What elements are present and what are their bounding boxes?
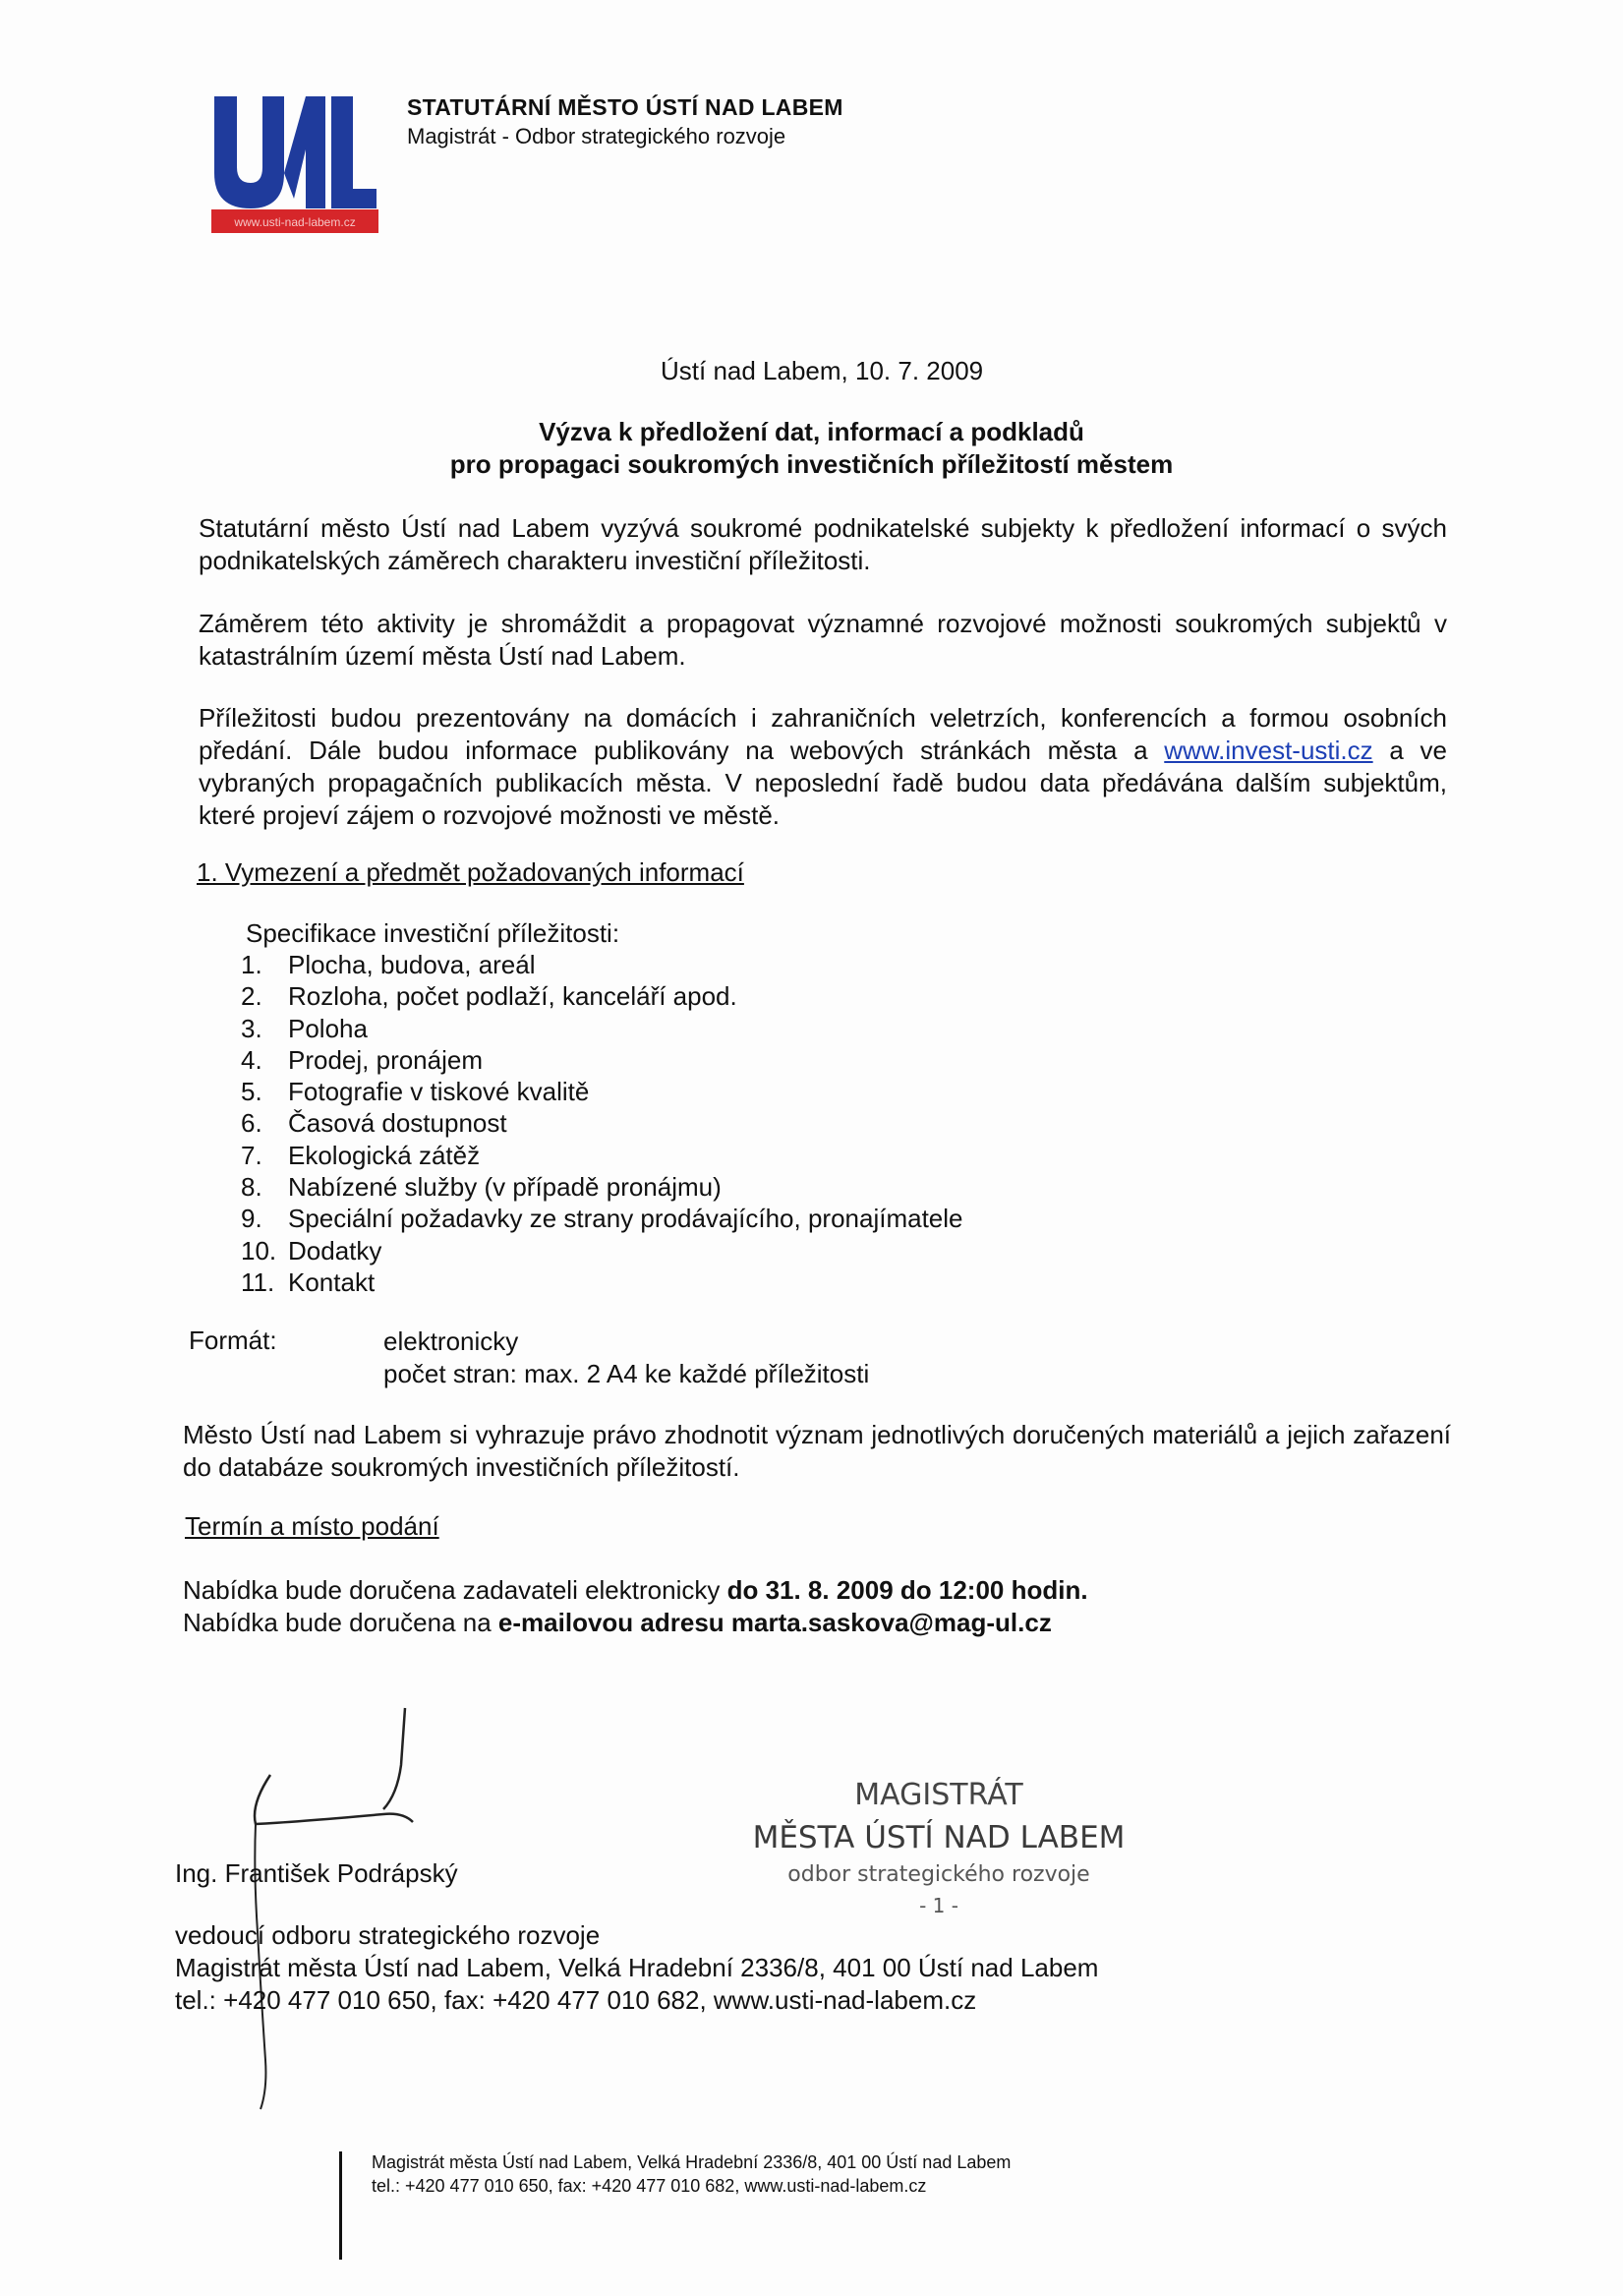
stamp-line-2: MĚSTA ÚSTÍ NAD LABEM [752, 1820, 1126, 1855]
format-line-2: počet stran: max. 2 A4 ke každé příležitosti [383, 1359, 870, 1388]
format-values [383, 1325, 869, 1390]
city-logo [211, 90, 378, 234]
spec-list-item [241, 1044, 963, 1076]
spec-list-item [241, 1235, 963, 1266]
spec-list-item [241, 949, 963, 980]
deadline-email: e-mailovou adresu marta.saskova@mag-ul.cz [497, 1608, 1052, 1637]
footer-contact: tel.: +420 477 010 650, fax: +420 477 010 682, www.usti-nad-labem.cz [372, 2176, 927, 2196]
deadline-line-2: Nabídka bude doručena na [183, 1608, 498, 1637]
paragraph-reservation-text: Město Ústí nad Labem si vyhrazuje právo zhodnotit význam jednotlivých doručených materiálů a jejich zařazení do databáze soukromých investičních příležitostí. [183, 1420, 1451, 1482]
logo-url-text: www.usti-nad-labem.cz [234, 215, 356, 229]
format-label: Formát: [189, 1325, 277, 1355]
spec-list-item-number: 9. [241, 1204, 262, 1234]
spec-list-item-number: 5. [241, 1077, 262, 1107]
spec-list-item-number: 10. [241, 1235, 277, 1266]
spec-list-item-text: Fotografie v tiskové kvalitě [288, 1077, 590, 1107]
paragraph-presentation-text-end: a ve vybraných propagačních publikacích města. V neposlední řadě budou data předávána dalším subjektům, které projeví zájem o rozvojové možnosti ve městě. [199, 736, 1447, 830]
section-heading-requirements: 1. Vymezení a předmět požadovaných informací [197, 857, 744, 887]
spec-list-item-number: 3. [241, 1013, 262, 1043]
spec-list-item-number: 1. [241, 950, 262, 979]
invest-usti-link[interactable]: www.invest-usti.cz [1164, 736, 1373, 765]
spec-list-item-text: Časová dostupnost [288, 1108, 507, 1139]
footer-divider [339, 2151, 342, 2260]
spec-list-item-text: Dodatky [288, 1235, 382, 1266]
spec-list-item [241, 1266, 963, 1298]
stamp-line-4: - 1 - [919, 1894, 958, 1917]
section-heading-deadline: Termín a místo podání [185, 1511, 439, 1541]
paragraph-intro [199, 512, 1447, 577]
organization-department: Magistrát - Odbor strategického rozvoje [407, 124, 786, 148]
stamp-line-1: MAGISTRÁT [854, 1778, 1023, 1812]
signatory-details [175, 1919, 1098, 2017]
spec-list-item-text: Speciální požadavky ze strany prodávajícího, pronajímatele [288, 1204, 963, 1234]
spec-list-item-text: Rozloha, počet podlaží, kanceláří apod. [288, 981, 737, 1012]
document-date: Ústí nad Labem, 10. 7. 2009 [661, 356, 984, 385]
deadline-details [183, 1574, 1088, 1639]
paragraph-intro-text: Statutární město Ústí nad Labem vyzývá soukromé podnikatelské subjekty k předložení informací o svých podnikatelských záměrech charakteru investiční příležitosti. [199, 513, 1447, 575]
spec-list-item-number: 6. [241, 1108, 262, 1139]
spec-list-item [241, 1107, 963, 1139]
paragraph-aim [199, 608, 1447, 673]
signatory-role: vedoucí odboru strategického rozvoje [175, 1920, 601, 1950]
spec-list-item [241, 1140, 963, 1171]
signatory-address: Magistrát města Ústí nad Labem, Velká Hradební 2336/8, 401 00 Ústí nad Labem [175, 1953, 1099, 1982]
spec-list-item-number: 4. [241, 1044, 262, 1075]
spec-list-item-text: Plocha, budova, areál [288, 950, 536, 979]
spec-list-item-number: 11. [241, 1266, 275, 1297]
spec-list-item-text: Ekologická zátěž [288, 1140, 481, 1170]
spec-list-item-text: Nabízené služby (v případě pronájmu) [288, 1172, 722, 1203]
spec-list-item-number: 2. [241, 981, 262, 1012]
stamp-line-3: odbor strategického rozvoje [787, 1862, 1090, 1887]
spec-list [241, 949, 963, 1298]
deadline-line-1: Nabídka bude doručena zadavateli elektronicky [183, 1575, 727, 1605]
spec-list-item [241, 1171, 963, 1203]
spec-list-item [241, 1013, 963, 1044]
spec-list-item-text: Prodej, pronájem [288, 1044, 483, 1075]
page-footer [372, 2150, 1011, 2198]
paragraph-aim-text: Záměrem této aktivity je shromáždit a propagovat významné rozvojové možnosti soukromých subjektů v katastrálním území města Ústí nad Labem. [199, 609, 1447, 671]
spec-list-item-text: Kontakt [288, 1266, 376, 1297]
spec-list-item [241, 1203, 963, 1234]
paragraph-presentation [199, 702, 1447, 832]
handwritten-signature [236, 1706, 433, 2119]
paragraph-presentation-text: Příležitosti budou prezentovány na domácích i zahraničních veletrzích, konferencích a formou osobních předání. Dále budou informace publikovány na webových stránkách města a [199, 703, 1447, 765]
spec-list-item-number: 7. [241, 1140, 262, 1170]
document-title-line-2: pro propagaci soukromých investičních příležitostí městem [449, 449, 1174, 479]
document-title-line-1: Výzva k předložení dat, informací a podkladů [539, 417, 1084, 446]
deadline-date: do 31. 8. 2009 do 12:00 hodin. [726, 1575, 1088, 1605]
spec-list-item-text: Poloha [288, 1013, 368, 1043]
paragraph-reservation [183, 1419, 1451, 1484]
signatory-name: Ing. František Podrápský [175, 1858, 458, 1888]
spec-list-item [241, 980, 963, 1012]
spec-list-item-number: 8. [241, 1172, 262, 1203]
footer-address: Magistrát města Ústí nad Labem, Velká Hradební 2336/8, 401 00 Ústí nad Labem [372, 2152, 1012, 2172]
spec-label: Specifikace investiční příležitosti: [246, 918, 620, 948]
spec-list-item [241, 1076, 963, 1107]
organization-name: STATUTÁRNÍ MĚSTO ÚSTÍ NAD LABEM [407, 94, 843, 120]
signatory-contact: tel.: +420 477 010 650, fax: +420 477 010 682, www.usti-nad-labem.cz [175, 1985, 977, 2015]
format-line-1: elektronicky [383, 1326, 519, 1356]
